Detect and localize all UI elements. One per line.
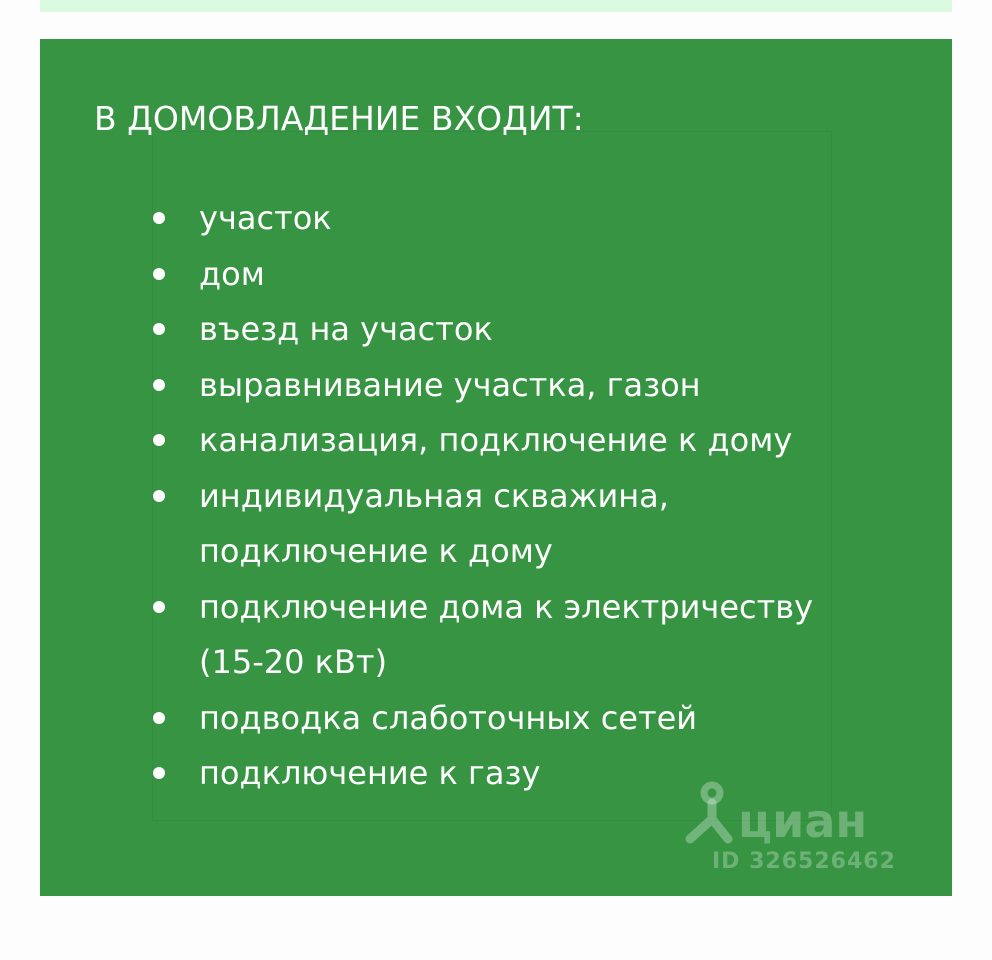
list-item xyxy=(40,247,900,303)
list-item xyxy=(40,302,900,358)
list-item-text: индивидуальная скважина, xyxy=(199,476,669,515)
bullet-icon xyxy=(153,379,165,391)
bullet-icon xyxy=(153,212,165,224)
list-item-text: выравнивание участка, газон xyxy=(199,365,701,404)
bullet-icon xyxy=(153,712,165,724)
list-item xyxy=(40,691,900,747)
bullet-icon xyxy=(153,490,165,502)
location-pin-icon xyxy=(676,779,736,849)
info-panel xyxy=(40,39,952,896)
bullet-icon xyxy=(153,601,165,613)
top-strip xyxy=(40,0,952,12)
list-item-text: подводка слаботочных сетей xyxy=(199,698,698,737)
list-item-text: участок xyxy=(199,199,332,237)
list-item-text-continued: (15-20 кВт) xyxy=(199,643,388,681)
panel-heading: В ДОМОВЛАДЕНИЕ ВХОДИТ: xyxy=(94,99,584,138)
list-item xyxy=(40,580,900,691)
cian-watermark xyxy=(676,779,916,879)
list-item xyxy=(40,469,900,580)
list-item-text-continued: подключение к дому xyxy=(199,532,553,570)
watermark-brand: циан xyxy=(738,794,868,848)
list-item-text: подключение к газу xyxy=(199,754,541,792)
bullet-icon xyxy=(153,767,165,779)
list-item-text: канализация, подключение к дому xyxy=(199,421,793,459)
list-item xyxy=(40,191,900,247)
list-item-text: въезд на участок xyxy=(199,310,493,348)
includes-list xyxy=(40,191,900,802)
list-item-text: подключение дома к электричеству xyxy=(199,587,814,626)
watermark-id: ID 326526462 xyxy=(712,849,896,874)
bullet-icon xyxy=(153,268,165,280)
list-item-text: дом xyxy=(199,254,265,293)
list-item xyxy=(40,413,900,469)
bullet-icon xyxy=(153,323,165,335)
bullet-icon xyxy=(153,434,165,446)
list-item xyxy=(40,358,900,414)
